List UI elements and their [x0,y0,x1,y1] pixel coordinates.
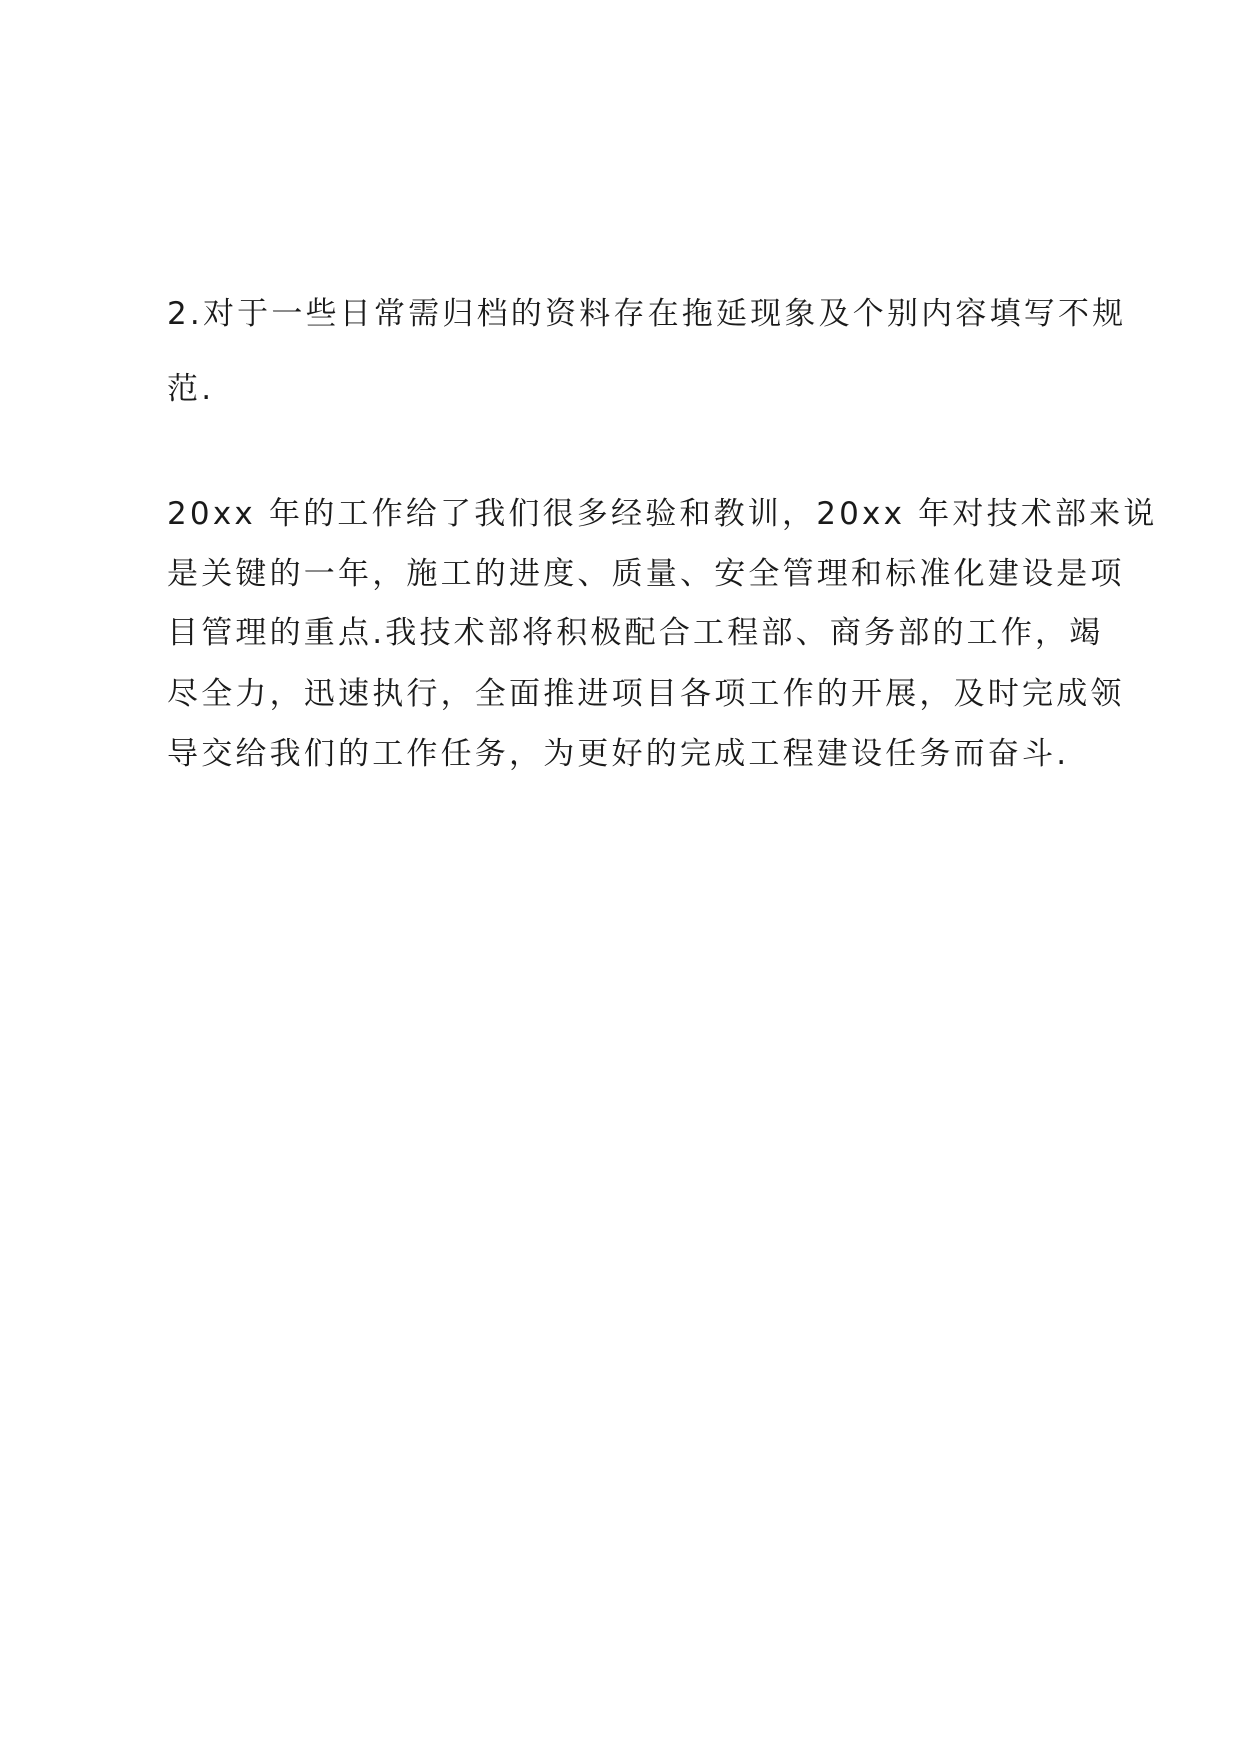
paragraph-2-line-4: 尽全力，迅速执行，全面推进项目各项工作的开展，及时完成领 [167,676,1125,712]
paragraph-1-line-1: 2.对于一些日常需归档的资料存在拖延现象及个别内容填写不规 [167,296,1127,332]
paragraph-2-line-5: 导交给我们的工作任务，为更好的完成工程建设任务而奋斗. [167,736,1070,772]
paragraph-2-line-1: 20xx 年的工作给了我们很多经验和教训，20xx 年对技术部来说 [167,496,1158,532]
paragraph-2-line-2: 是关键的一年，施工的进度、质量、安全管理和标准化建设是项 [167,556,1125,592]
paragraph-1-line-2: 范. [167,371,215,407]
paragraph-2-line-3: 目管理的重点.我技术部将积极配合工程部、商务部的工作，竭 [167,615,1104,651]
